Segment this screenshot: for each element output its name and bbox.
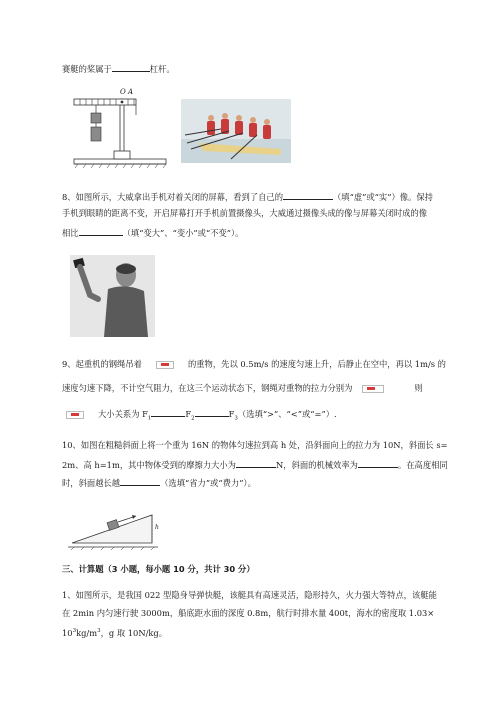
calc-q1-line3: $10^3kg/m^3$，g 取 10N/kg。: [62, 627, 168, 638]
answer-blank: [79, 226, 123, 236]
q9-line2: 速度匀速下降，不计空气阻力，在这三个运动状态下，钢绳对重物的拉力分别为 则: [62, 383, 423, 393]
answer-blank: [283, 190, 333, 200]
q9-line1: 9、起重机的钢绳吊着 的重物，先以 0.5m/s 的速度匀速上升，后静止在空中，再以 1m/s 的: [62, 359, 446, 369]
incline-figure: [66, 503, 164, 551]
q8-line3: 相比 （填“变大”、“变小”或“不变”）。: [62, 228, 244, 238]
question-line: 赛艇的桨属于 杠杆。: [62, 64, 175, 74]
answer-blank: [120, 476, 160, 486]
person-photo: [70, 255, 155, 337]
q8-line2: 手机到眼睛的距离不变，开启屏幕打开手机前置摄像头，大威通过摄像头成的像与屏幕关闭时成的像: [62, 208, 428, 218]
rowing-photo: [181, 99, 291, 163]
q10-line2: 2m、高 h=1m，其中物体受到的摩擦力大小为 N，斜面的机械效率为 。在高度相同: [62, 460, 448, 470]
q8-line1: 8、如图所示，大威拿出手机对着关闭的屏幕，看到了自己的 （填“虚”或“实”）像。保持: [62, 192, 433, 202]
lever-label: O A: [120, 88, 134, 96]
lever-figure: [70, 85, 172, 170]
height-label: h: [155, 524, 159, 531]
answer-blank: [195, 407, 229, 417]
formula-image: [362, 385, 384, 393]
formula-image: [156, 361, 174, 369]
calc-q1-line1: 1、如图所示，是我国 022 型隐身导弹快艇，该艇具有高速灵活，隐形持久，火力强大等特点，该艇能: [62, 590, 437, 600]
answer-blank: [112, 62, 150, 72]
q9-line3: 大小关系为 $F_1$ $F_2$ $F_3$（选填“>”、“<”或“=”）.: [62, 407, 337, 425]
answer-blank: [151, 407, 185, 417]
section-heading: 三、计算题（3 小题，每小题 10 分，共计 30 分）: [62, 564, 255, 574]
q10-line3: 时，斜面越长越 （选填“省力”或“费力”）。: [62, 478, 256, 488]
formula-image: [66, 411, 84, 419]
q10-line1: 10、如图在粗糙斜面上将一个重为 16N 的物体匀速拉到高 h 处，沿斜面向上的拉力为 10N，斜面长 s=: [62, 440, 448, 450]
answer-blank: [236, 458, 276, 468]
answer-blank: [358, 458, 398, 468]
calc-q1-line2: 在 2min 内匀速行驶 3000m，船底距水面的深度 0.8m，航行时排水量 400t，海水的密度取 1.03×: [62, 608, 435, 618]
